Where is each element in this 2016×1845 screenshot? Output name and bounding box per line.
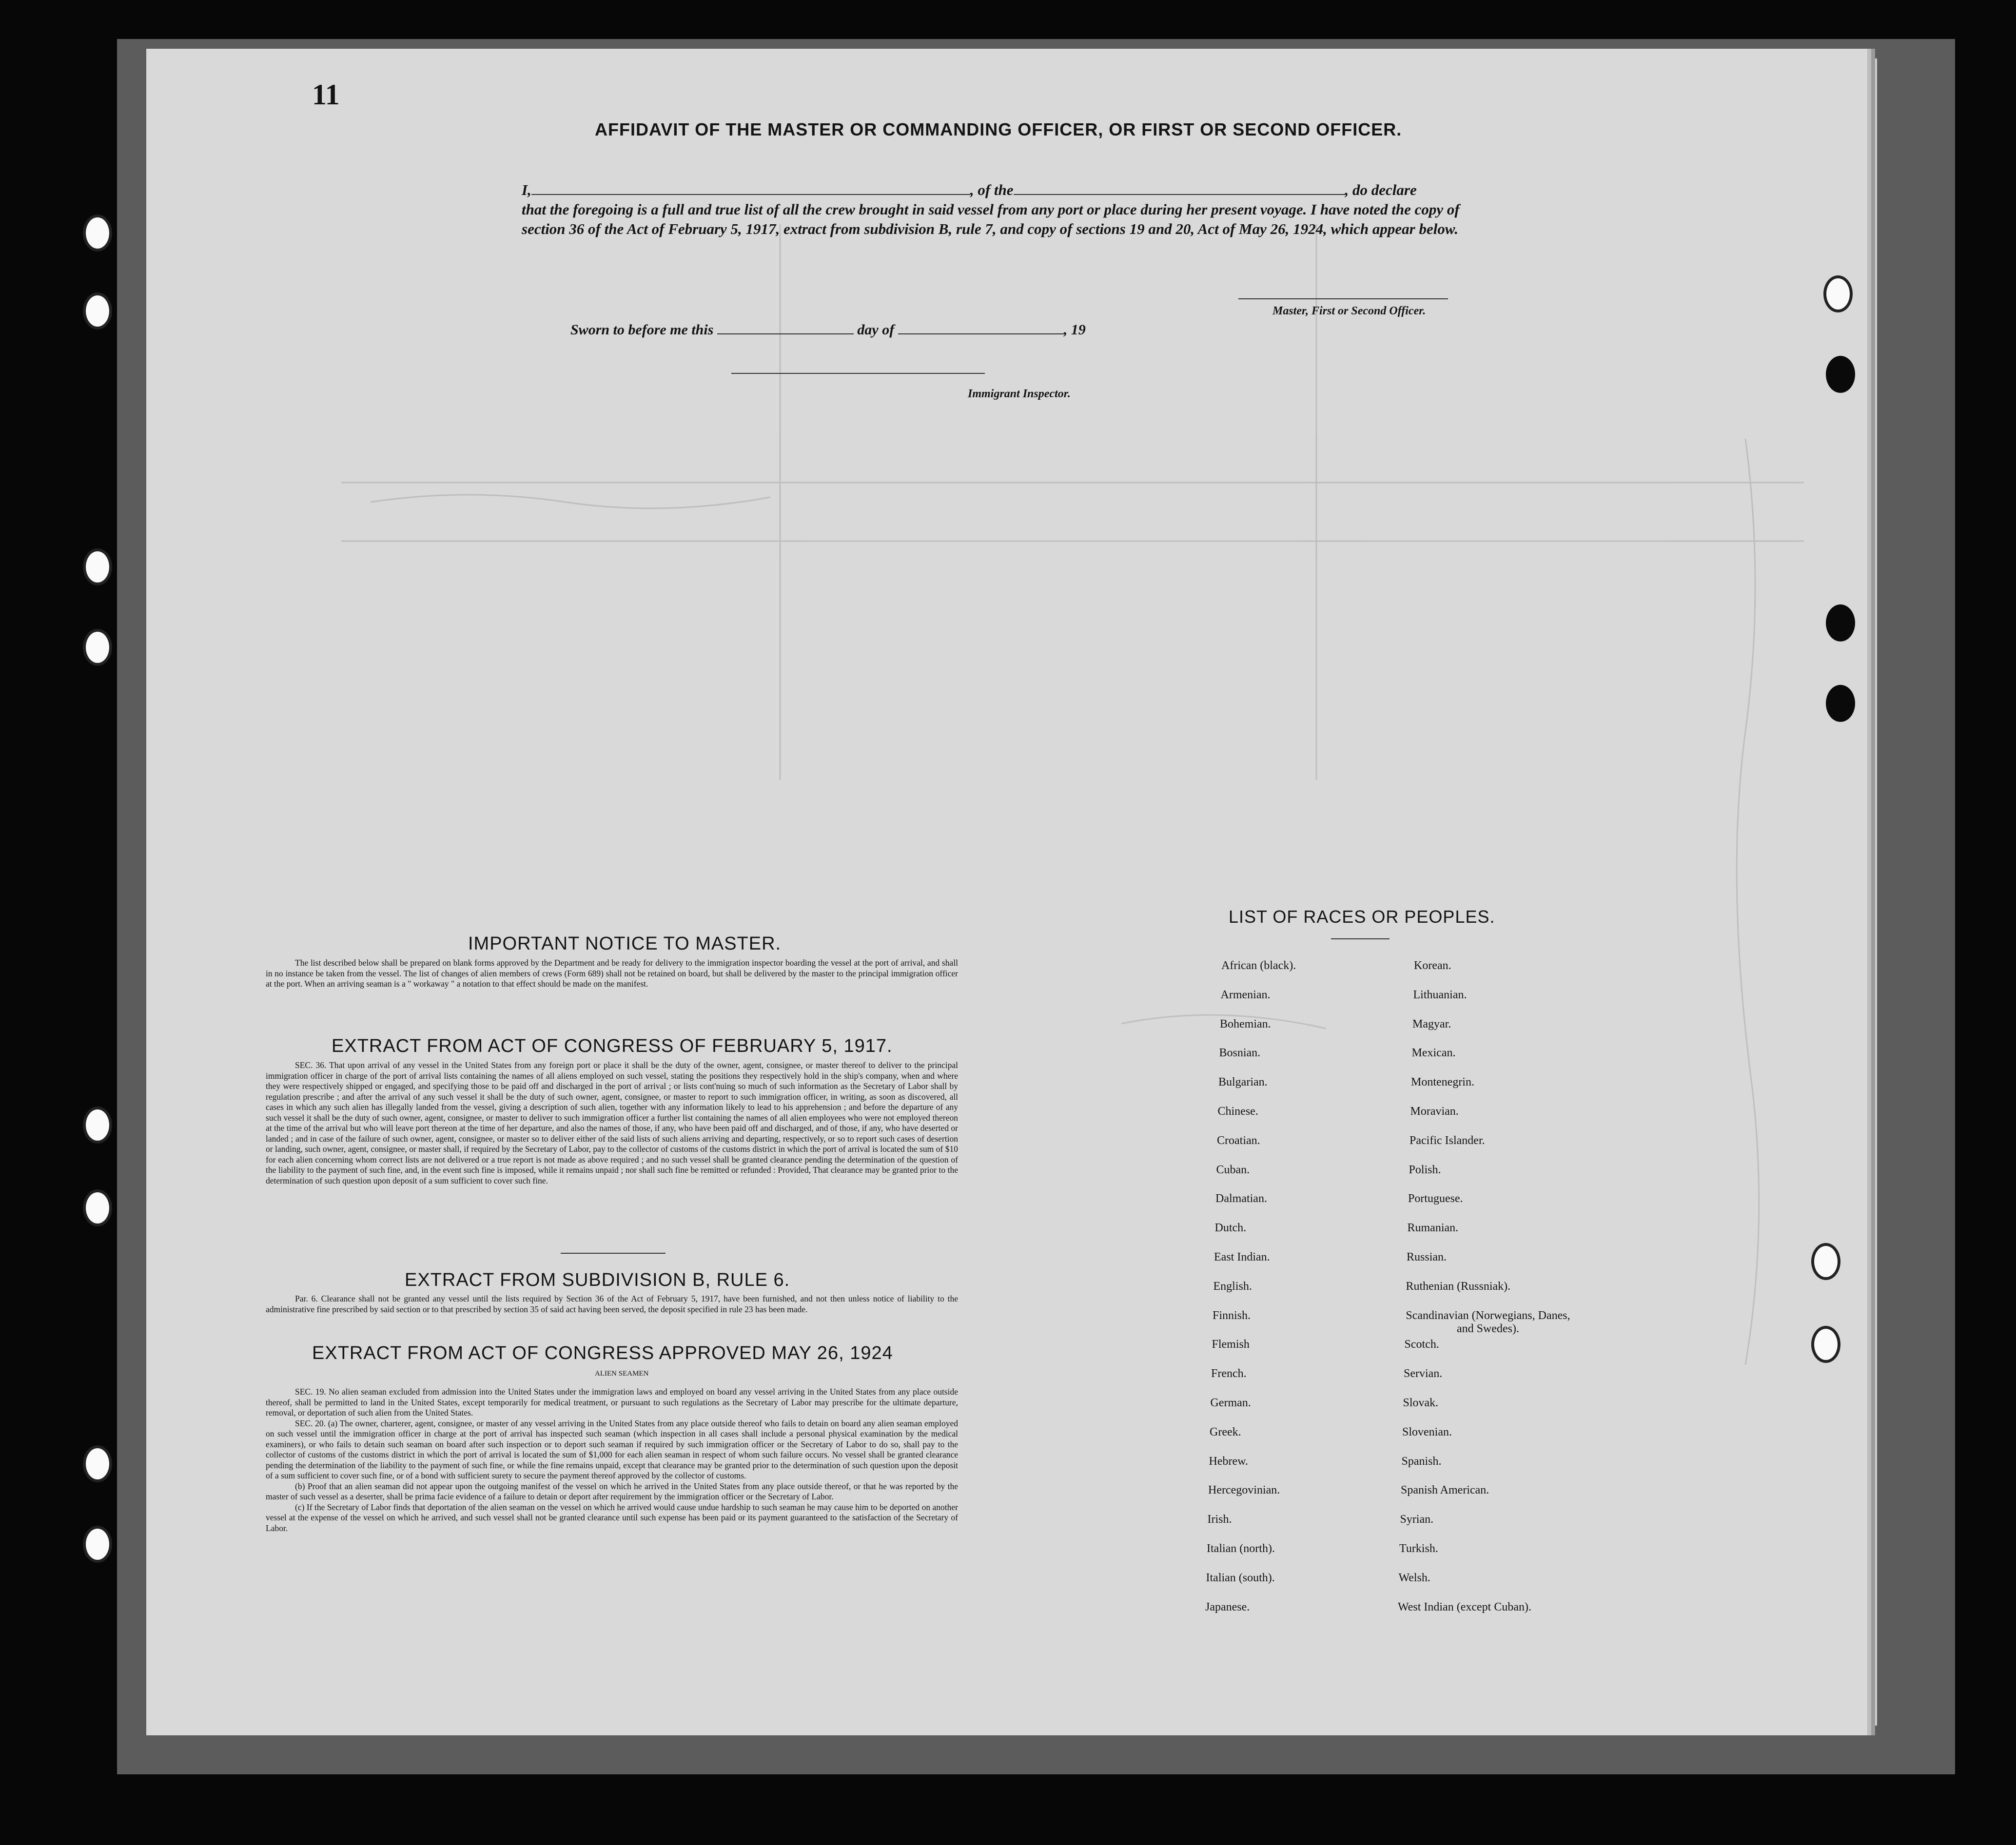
binder-hole-icon — [83, 1445, 112, 1482]
master-signature-line — [1238, 298, 1448, 299]
day-of-label: day of — [857, 322, 895, 338]
notice-title: IMPORTANT NOTICE TO MASTER. — [468, 933, 782, 954]
page-number: 11 — [312, 78, 340, 111]
race-item: Hercegovinian. — [1208, 1484, 1280, 1497]
race-item: Dalmatian. — [1215, 1192, 1267, 1205]
act-1924-paragraph: (c) If the Secretary of Labor finds that deportation of the alien seaman on the vessel on which he arrived would cause undue hardship to such seaman he may cause him to be deported on another vessel at the expense of the vessel on which he arrived, and such vessel shall not be granted clearance until such expense has been paid or its payment guaranteed to the satisfaction of the Secretary of Labor. — [266, 1502, 958, 1533]
race-item: English. — [1213, 1280, 1252, 1293]
race-item: Ruthenian (Russniak). — [1406, 1280, 1511, 1293]
race-item: Polish. — [1409, 1163, 1441, 1176]
act-1917-body: SEC. 36. That upon arrival of any vessel in the United States from any foreign port or place it shall be the duty of the owner, agent, consignee, or master thereof to deliver to the principal immigration officer in charge of the port of arrival lists containing the names of all aliens employed on such vessel, stating the positions they respectively hold in the ship's company, when and where they were respectively shipped or engaged, and specifying those to be paid off and discharged in the port of arrival ; or lists cont'nuing so much of such information as the Secretary of Labor shall by regulation prescribe ; and after the arrival of any such vessel it shall be the duty of such owner, agent, consignee, or master to report to such immigration officer, in writing, as soon as discovered, all cases in which any such alien has illegally landed from the vessel, giving a description of such alien, together with any information likely to lead to his apprehension ; and before the departure of any such vessel it shall be the duty of such owner, agent, consignee, or master to deliver to such immigration officer a further list containing the names of all alien employees who were not employed thereon at the time of the arrival but who will leave port thereon at the time of her departure, and also the names of those, if any, who have been paid off and discharged, and of those, if any, who have deserted or landed ; and in case of the failure of such owner, agent, consignee, or master so to deliver either of the said lists of such aliens arriving and departing, respectively, or so to report such cases of desertion or landing, such owner, agent, consignee, or master shall, if required by the Secretary of Labor, pay to the collector of customs of the customs district in which the port of arrival is located the sum of $10 for each alien concerning whom correct lists are not delivered or a true report is not made as above required ; and no such vessel shall be granted clearance pending the determination of the question of the liability to the payment of such fine, and, in the event such fine is imposed, while it remains unpaid ; nor shall such fine be remitted or refunded : Provided, That clearance may be granted prior to the determination of such question upon deposit of a sum sufficient to cover such fine. — [266, 1060, 958, 1185]
races-list-title: LIST OF RACES OR PEOPLES. — [1229, 907, 1495, 927]
act-1917-title: EXTRACT FROM ACT OF CONGRESS OF FEBRUARY 5, 1917. — [332, 1036, 893, 1056]
sworn-month-blank — [898, 323, 1064, 334]
race-item: Lithuanian. — [1413, 988, 1467, 1001]
sworn-day-blank — [717, 323, 854, 334]
binder-hole-icon — [83, 1189, 112, 1226]
binder-hole-icon — [83, 1526, 112, 1563]
race-item: Welsh. — [1398, 1571, 1430, 1584]
race-item: African (black). — [1221, 959, 1296, 972]
race-item: Korean. — [1414, 959, 1451, 972]
act-1924-title: EXTRACT FROM ACT OF CONGRESS APPROVED MAY 26, 1924 — [312, 1343, 893, 1363]
act-1924-paragraph: SEC. 20. (a) The owner, charterer, agent, consignee, or master of any vessel arriving in the United States from any place outside thereof who fails to detain on board any alien seaman employed on such vessel until the immigration officer in charge at the port of arrival has inspected such seaman (which inspection in all cases shall include a personal physical examination by the medical examiners), or who fails to detain such seaman on board after such inspection or to deport such seaman if required by such immigration officer or the Secretary of Labor to do so, shall pay to the collector of customs of the customs district in which the port of arrival is located the sum of $1,000 for each alien seaman in respect of whom such failure occurs. No vessel shall be granted clearance pending the determination of the liability to the payment of such fine, or while the fine remains unpaid, except that clearance may be granted prior to the determination of such question upon the deposit of a sum sufficient to cover such fine, or of a bond with sufficient surety to secure the payment thereof approved by the collector of customs. — [266, 1418, 958, 1480]
race-item: East Indian. — [1214, 1251, 1270, 1263]
race-item: Cuban. — [1216, 1163, 1250, 1176]
race-item: Portuguese. — [1408, 1192, 1463, 1205]
race-item: Chinese. — [1217, 1105, 1258, 1118]
race-item: Moravian. — [1410, 1105, 1459, 1118]
race-item: Slovak. — [1403, 1397, 1439, 1409]
race-item: Italian (south). — [1206, 1571, 1275, 1584]
affidavit-title: AFFIDAVIT OF THE MASTER OR COMMANDING OFFICER, OR FIRST OR SECOND OFFICER. — [595, 119, 1402, 139]
race-item: Bulgarian. — [1218, 1076, 1268, 1089]
subdivision-title: EXTRACT FROM SUBDIVISION B, RULE 6. — [405, 1270, 790, 1290]
binder-hole-icon — [83, 548, 112, 585]
section-divider — [561, 1253, 665, 1254]
race-item: West Indian (except Cuban). — [1398, 1600, 1531, 1613]
binder-hole-icon — [83, 292, 112, 330]
year-label: , 19 — [1063, 322, 1086, 338]
race-item: Turkish. — [1399, 1542, 1438, 1555]
race-item: Croatian. — [1217, 1134, 1260, 1147]
race-item: Bohemian. — [1220, 1017, 1271, 1030]
race-item: Slovenian. — [1402, 1425, 1452, 1438]
race-item: Scotch. — [1404, 1338, 1439, 1351]
do-declare-label: , do declare — [1345, 181, 1417, 198]
inspector-signature-label: Immigrant Inspector. — [968, 388, 1071, 400]
race-item: Flemish — [1212, 1338, 1250, 1351]
binder-hole-icon — [83, 1107, 112, 1144]
of-the-label: , of the — [970, 181, 1014, 198]
race-item: Irish. — [1207, 1513, 1232, 1526]
race-item: Magyar. — [1412, 1017, 1451, 1030]
race-item: Russian. — [1407, 1251, 1447, 1263]
race-item: Syrian. — [1400, 1513, 1434, 1526]
binder-hole-icon — [83, 629, 112, 666]
act-1924-body — [266, 1387, 958, 1534]
act-1924-paragraph: SEC. 19. No alien seaman excluded from admission into the United States under the immigration laws and employed on board any vessel arriving in the United States from any place outside thereof, shall be permitted to land in the United States, except temporarily for medical treatment, or pursuant to such regulations as the Secretary of Labor may prescribe for the ultimate departure, removal, or deportation of such alien from the United States. — [266, 1387, 958, 1418]
binder-hole-icon — [83, 214, 112, 252]
race-item: French. — [1211, 1367, 1247, 1380]
race-item: Spanish American. — [1401, 1484, 1489, 1497]
master-signature-label: Master, First or Second Officer. — [1272, 305, 1426, 317]
race-item: Scandinavian (Norwegians, Danes, and Swedes). — [1406, 1309, 1570, 1335]
race-item: Servian. — [1404, 1367, 1443, 1380]
sworn-label: Sworn to before me this — [570, 322, 714, 338]
race-item: Finnish. — [1213, 1309, 1251, 1322]
affidavit-statement — [522, 180, 1497, 239]
affidavit-intro: I, — [522, 181, 531, 198]
race-item: Dutch. — [1214, 1222, 1247, 1235]
sworn-line — [570, 322, 1086, 338]
inspector-signature-line — [731, 373, 985, 374]
race-item: Hebrew. — [1209, 1455, 1248, 1468]
name-blank — [531, 183, 970, 195]
race-item: Spanish. — [1401, 1455, 1442, 1468]
race-item: Montenegrin. — [1411, 1076, 1474, 1089]
race-item: Japanese. — [1205, 1600, 1250, 1613]
race-item: Italian (north). — [1207, 1542, 1275, 1555]
race-item: Rumanian. — [1407, 1222, 1459, 1235]
vessel-blank — [1014, 183, 1345, 195]
notice-body: The list described below shall be prepared on blank forms approved by the Department and be ready for delivery to the immigration inspector boarding the vessel at the port of arrival, and shall in no instance be taken from the vessel. The list of changes of alien members of crews (Form 689) shall not be retained on board, but shall be delivered by the master to the principal immigration officer at the port. When an arriving seaman is a " workaway " a notation to that effect should be made on the manifest. — [266, 958, 958, 989]
race-item: Mexican. — [1411, 1047, 1456, 1060]
affidavit-body-text: that the foregoing is a full and true list of all the crew brought in said vessel from any port or place during her present voyage. I have noted the copy of section 36 of the Act of February 5, 1917, extract from subdivision B, rule 7, and copy of sections 19 and 20, Act of May 26, 1924, which appear below. — [522, 201, 1460, 237]
race-item: Pacific Islander. — [1409, 1134, 1485, 1147]
subdivision-body: Par. 6. Clearance shall not be granted any vessel until the lists required by Section 36 of the Act of February 5, 1917, have been furnished, and not then unless notice of liability to the administrative fine prescribed by said section or to that prescribed by section 35 of said act having been served, the deposit specified in rule 23 has been made. — [266, 1294, 958, 1314]
act-1924-subtitle: ALIEN SEAMEN — [595, 1370, 649, 1378]
races-title-underline — [1331, 938, 1390, 939]
race-item: Armenian. — [1220, 988, 1271, 1001]
act-1924-paragraph: (b) Proof that an alien seaman did not appear upon the outgoing manifest of the vessel on which he arrived in the United States from any place outside thereof, or that he was reported by the master of such vessel as a deserter, shall be prima facie evidence of a failure to detain or deport after requirement by the immigration officer or the Secretary of Labor. — [266, 1481, 958, 1501]
race-item: Bosnian. — [1219, 1047, 1261, 1060]
race-item: German. — [1210, 1397, 1251, 1409]
race-item: Greek. — [1210, 1425, 1241, 1438]
